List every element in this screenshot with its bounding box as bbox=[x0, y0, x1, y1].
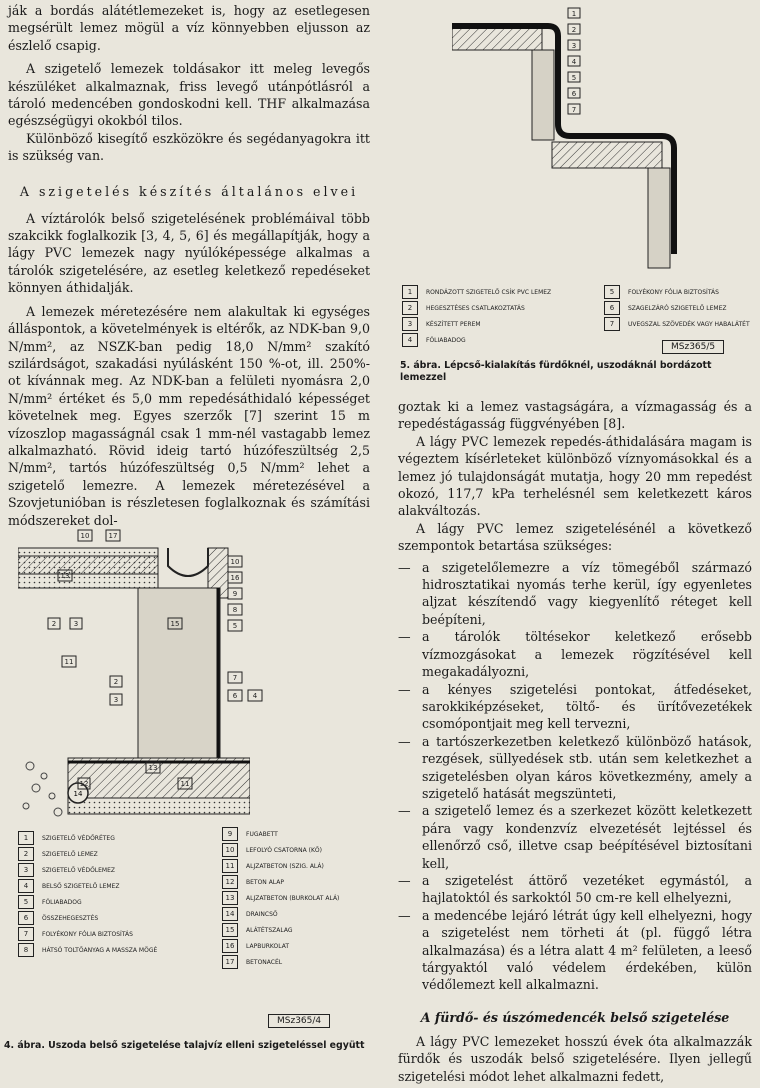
svg-text:9: 9 bbox=[232, 590, 238, 598]
legend-item: 7 UVEGSZAL SZÖVEDÉK VAGY HABALÁTÉT bbox=[604, 316, 750, 332]
legend-item: 4 FÓLIABADOG bbox=[402, 332, 551, 348]
figure-5-legend-right bbox=[604, 284, 750, 332]
svg-text:2: 2 bbox=[113, 678, 119, 686]
list-item: — a kényes szigetelési pontokat, átfedéseket, sarokkiképzéseket, töltő- és ürítővezetékek csomópontjait meg kell tervezni, bbox=[398, 681, 752, 732]
paragraph: A lágy PVC lemezeket hosszú évek óta alkalmazzák fürdők és uszodák belső szigetelésére. Ilyen jellegű szigetelési módot lehet alkalmazni fedett, bbox=[398, 1033, 752, 1084]
paragraph: A lágy PVC lemez szigetelésénél a következő szempontok betartása szükséges: bbox=[398, 520, 752, 554]
paragraph: A víztárolók belső szigetelésének problémáival több szakcikk foglalkozik [3, 4, 5, 6] és megállapítják, hogy a lágy PVC lemezek nagy nyúlóképessége alkalmas a tárolók szigetelésére, az esetleg keletkező repedéseket könnyen áthidalják. bbox=[8, 210, 370, 296]
list-item: — a tárolók töltésekor keletkező erősebb vízmozgásokat a lemezek rögzítésével kell megakadályozni, bbox=[398, 629, 752, 680]
legend-item: 17 BETONACÉL bbox=[222, 954, 339, 970]
legend-item: 1 RONDÁZOTT SZIGETELŐ CSÍK PVC LEMEZ bbox=[402, 284, 551, 300]
list-item: — a medencébe lejáró létrát úgy kell elhelyezni, hogy a szigetelést nem törheti át (pl. függő létra alkalmazása) és a létra alatt 4 m² felületen, a leeső tárgyaktól való védelem érdekében, külön védőlemezt kell alkalmazni. bbox=[398, 907, 752, 993]
svg-text:6: 6 bbox=[232, 692, 238, 700]
svg-text:3: 3 bbox=[73, 620, 79, 628]
figure-5-caption: 5. ábra. Lépcső-kialakítás fürdőknél, uszodáknál bordázott lemezzel bbox=[400, 360, 712, 383]
section-title: A szigetelés készítés általános elvei bbox=[19, 183, 359, 199]
svg-text:16: 16 bbox=[230, 574, 240, 582]
bullet-list bbox=[398, 559, 752, 994]
paragraph: ják a bordás alátétlemezeket is, hogy az esetlegesen megsérült lemez mögül a víz könnyebben eljusson az észlelő csapig. bbox=[8, 3, 370, 53]
list-item: — a szigetelőlemezre a víz tömegéből származó hidrosztatikai nyomás terhe kerül, így egyenletes aljzat készítendő vagy kiegyenlítő réteget kell beépíteni, bbox=[398, 559, 752, 627]
legend-item: 6 SZAGELZÁRÓ SZIGETELŐ LEMEZ bbox=[604, 300, 750, 316]
figure-4-legend-right bbox=[222, 826, 339, 970]
figure-5-legend-left bbox=[402, 284, 551, 348]
legend-item: 16 LAPBURKOLAT bbox=[222, 938, 339, 954]
legend-item: 6 ÖSSZEHEGESZTÉS bbox=[18, 910, 157, 926]
legend-item: 3 SZIGETELŐ VÉDŐLEMEZ bbox=[18, 862, 157, 878]
legend-item: 10 LEFOLYÓ CSATORNA (KŐ) bbox=[222, 842, 339, 858]
svg-text:4: 4 bbox=[252, 692, 258, 700]
list-item: — a szigetelő lemez és a szerkezet között keletkezett pára vagy kondenzvíz elvezetését lejtéssel és ellenőrző cső, illetve csap beépítésével biztosítani kell, bbox=[398, 803, 752, 871]
figure-5-drawing bbox=[452, 4, 752, 272]
legend-item: 2 HEGESZTÉSES CSATLAKOZTATÁS bbox=[402, 300, 551, 316]
legend-item: 12 BETON ALAP bbox=[222, 874, 339, 890]
svg-text:11: 11 bbox=[180, 780, 190, 788]
legend-item: 8 HÁTSÓ TOLTŐANYAG A MASSZA MÖGÉ bbox=[18, 942, 157, 958]
legend-item: 2 SZIGETELŐ LEMEZ bbox=[18, 846, 157, 862]
svg-text:4: 4 bbox=[571, 58, 577, 66]
svg-text:17: 17 bbox=[108, 532, 118, 540]
svg-text:8: 8 bbox=[232, 606, 238, 614]
figure-4-code: MSz365/4 bbox=[268, 1014, 330, 1028]
legend-item: 14 DRAINCSŐ bbox=[222, 906, 339, 922]
legend-item: 1 SZIGETELŐ VÉDŐRÉTEG bbox=[18, 830, 157, 846]
legend-item: 5 FÓLIABADOG bbox=[18, 894, 157, 910]
svg-text:3: 3 bbox=[113, 696, 119, 704]
subsection-title: A fürdő- és úszómedencék belső szigetelése bbox=[420, 1009, 730, 1025]
svg-text:13: 13 bbox=[60, 572, 70, 580]
left-column bbox=[8, 2, 370, 529]
svg-text:7: 7 bbox=[232, 674, 238, 682]
right-column bbox=[398, 398, 752, 1085]
figure-4-caption: 4. ábra. Uszoda belső szigetelése talajvíz elleni szigeteléssel együtt bbox=[4, 1040, 365, 1051]
svg-text:10: 10 bbox=[230, 558, 240, 566]
svg-text:12: 12 bbox=[79, 780, 89, 788]
paragraph: A lágy PVC lemezek repedés-áthidalására magam is végeztem kísérleteket különböző víznyomásokkal és a lemez jó tulajdonságát mutatja, hogy 20 mm repedést okozó, 117,7 kPa terhelésnél sem keletkezett káros alakváltozás. bbox=[398, 433, 752, 519]
legend-item: 3 KÉSZÍTETT PEREM bbox=[402, 316, 551, 332]
legend-item: 15 ALÁTÉTSZALAG bbox=[222, 922, 339, 938]
svg-text:3: 3 bbox=[571, 42, 577, 50]
list-item: — a szigetelést áttörő vezetéket egymástól, a hajlatoktól és sarkoktól 50 cm-re kell elhelyezni, bbox=[398, 872, 752, 906]
svg-text:13: 13 bbox=[148, 764, 158, 772]
svg-text:5: 5 bbox=[232, 622, 238, 630]
figure-4-callouts bbox=[226, 550, 266, 720]
svg-text:2: 2 bbox=[571, 26, 577, 34]
paragraph: Különböző kisegítő eszközökre és segédanyagokra itt is szükség van. bbox=[8, 130, 370, 164]
legend-item: 7 FOLYÉKONY FÓLIA BIZTOSÍTÁS bbox=[18, 926, 157, 942]
figure-5-code: MSz365/5 bbox=[662, 340, 724, 354]
legend-item: 9 FUGABETT bbox=[222, 826, 339, 842]
legend-item: 5 FOLYÉKONY FÓLIA BIZTOSÍTÁS bbox=[604, 284, 750, 300]
legend-item: 11 ALJZATBETON (SZIG. ALÁ) bbox=[222, 858, 339, 874]
legend-item: 13 ALJZATBETON (BURKOLAT ALÁ) bbox=[222, 890, 339, 906]
list-item: — a tartószerkezetben keletkező különböző hatások, rezgések, süllyedések stb. után sem keletkezhet a szigetelésben olyan káros következmény, amely a szigetelő hatását megszünteti, bbox=[398, 733, 752, 801]
svg-text:15: 15 bbox=[170, 620, 180, 628]
svg-text:7: 7 bbox=[571, 106, 577, 114]
paragraph: A lemezek méretezésére nem alakultak ki egységes álláspontok, a követelmények is eltérők, az NDK-ban 9,0 N/mm², az NSZK-ban pedig 18,0 N/mm² szakító szilárdságot, szakadási nyúlásként 150 %-ot, ill. 250%-ot kívánnak meg. Az NDK-ban a felületi nyomásra 2,0 N/mm² értéket és 5,0 mm repedésáthidaló képességet követelnek meg. Egyes szerzők [7] szerint 15 m vízoszlop magasságnál csak 1 mm-nél vastagabb lemez alkalmazható. Rövid ideig tartó húzófeszültség 2,5 N/mm², tartós húzófeszültség 0,5 N/mm² lehet a szigetelő lemezre. A lemezek méretezésével a Szovjetunióban is részletesen foglalkoznak és számítási módszereket dol- bbox=[8, 303, 370, 528]
legend-item: 4 BELSŐ SZIGETELŐ LEMEZ bbox=[18, 878, 157, 894]
figure-4-drawing bbox=[18, 526, 250, 826]
paragraph: goztak ki a lemez vastagságára, a vízmagasság és a repedéstágasság függvényében [8]. bbox=[398, 399, 752, 432]
svg-text:11: 11 bbox=[64, 658, 74, 666]
svg-text:14: 14 bbox=[73, 790, 83, 798]
figure-4-legend-left bbox=[18, 830, 157, 958]
svg-text:6: 6 bbox=[571, 90, 577, 98]
svg-text:5: 5 bbox=[571, 74, 577, 82]
svg-text:10: 10 bbox=[80, 532, 90, 540]
svg-text:2: 2 bbox=[51, 620, 57, 628]
paragraph: A szigetelő lemezek toldásakor itt meleg levegős készüléket alkalmaznak, friss levegő utánpótlásról a tároló medencében gondoskodni kell. THF alkalmazása egészségügyi okokból tilos. bbox=[8, 61, 370, 129]
svg-text:1: 1 bbox=[571, 10, 577, 18]
